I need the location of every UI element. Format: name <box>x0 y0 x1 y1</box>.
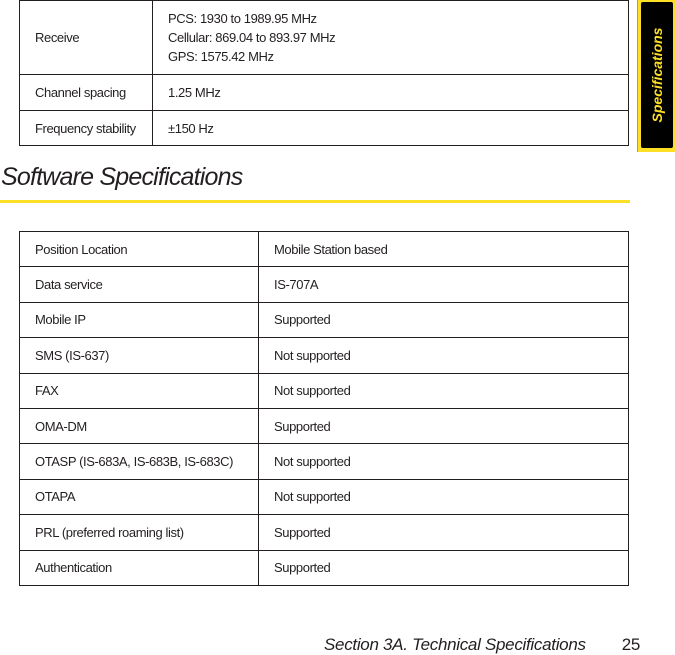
footer-section-title: Section 3A. Technical Specifications <box>324 635 586 654</box>
table-cell-value: ±150 Hz <box>153 111 629 146</box>
section-heading: Software Specifications <box>1 163 243 191</box>
table-cell-label: Receive <box>20 1 153 75</box>
table-row <box>20 232 629 267</box>
table-row <box>20 515 629 550</box>
table-cell-label: SMS (IS-637) <box>20 338 259 373</box>
table-cell-label: Frequency stability <box>20 111 153 146</box>
table-row <box>20 408 629 443</box>
page-footer <box>324 635 640 655</box>
table-cell-label: PRL (preferred roaming list) <box>20 515 259 550</box>
table-cell-value: Not supported <box>259 338 629 373</box>
side-tab-background <box>641 2 673 148</box>
table-cell-label: FAX <box>20 373 259 408</box>
table-cell-label: OMA-DM <box>20 408 259 443</box>
radio-spec-table <box>19 0 629 146</box>
table-cell-value: Supported <box>259 302 629 337</box>
table-cell-value: Supported <box>259 408 629 443</box>
heading-underline-divider <box>0 200 630 203</box>
section-side-tab[interactable] <box>637 0 675 152</box>
table-cell-label: Position Location <box>20 232 259 267</box>
table-row <box>20 1 629 75</box>
table-cell-label: Authentication <box>20 550 259 585</box>
table-row <box>20 550 629 585</box>
table-row <box>20 302 629 337</box>
table-row <box>20 267 629 302</box>
value-line: Cellular: 869.04 to 893.97 MHz <box>168 30 336 45</box>
table-cell-value: Not supported <box>259 373 629 408</box>
table-cell-value: Supported <box>259 515 629 550</box>
table-row <box>20 338 629 373</box>
table-cell-label: Data service <box>20 267 259 302</box>
table-cell-value: Supported <box>259 550 629 585</box>
table-cell-label: Channel spacing <box>20 75 153 111</box>
table-row <box>20 373 629 408</box>
table-cell-value: 1.25 MHz <box>153 75 629 111</box>
table-cell-value: Not supported <box>259 444 629 479</box>
table-cell-label: OTAPA <box>20 479 259 514</box>
table-cell-value: Not supported <box>259 479 629 514</box>
value-line: PCS: 1930 to 1989.95 MHz <box>168 11 317 26</box>
table-row <box>20 444 629 479</box>
table-row <box>20 479 629 514</box>
table-row <box>20 75 629 111</box>
side-tab-label: Specifications <box>649 27 665 123</box>
table-cell-value: IS-707A <box>259 267 629 302</box>
value-line: GPS: 1575.42 MHz <box>168 49 274 64</box>
table-cell-value <box>153 1 629 75</box>
table-cell-value: Mobile Station based <box>259 232 629 267</box>
software-spec-table <box>19 231 629 586</box>
page-number: 25 <box>621 635 640 654</box>
table-cell-label: OTASP (IS-683A, IS-683B, IS-683C) <box>20 444 259 479</box>
table-row <box>20 111 629 146</box>
table-cell-label: Mobile IP <box>20 302 259 337</box>
